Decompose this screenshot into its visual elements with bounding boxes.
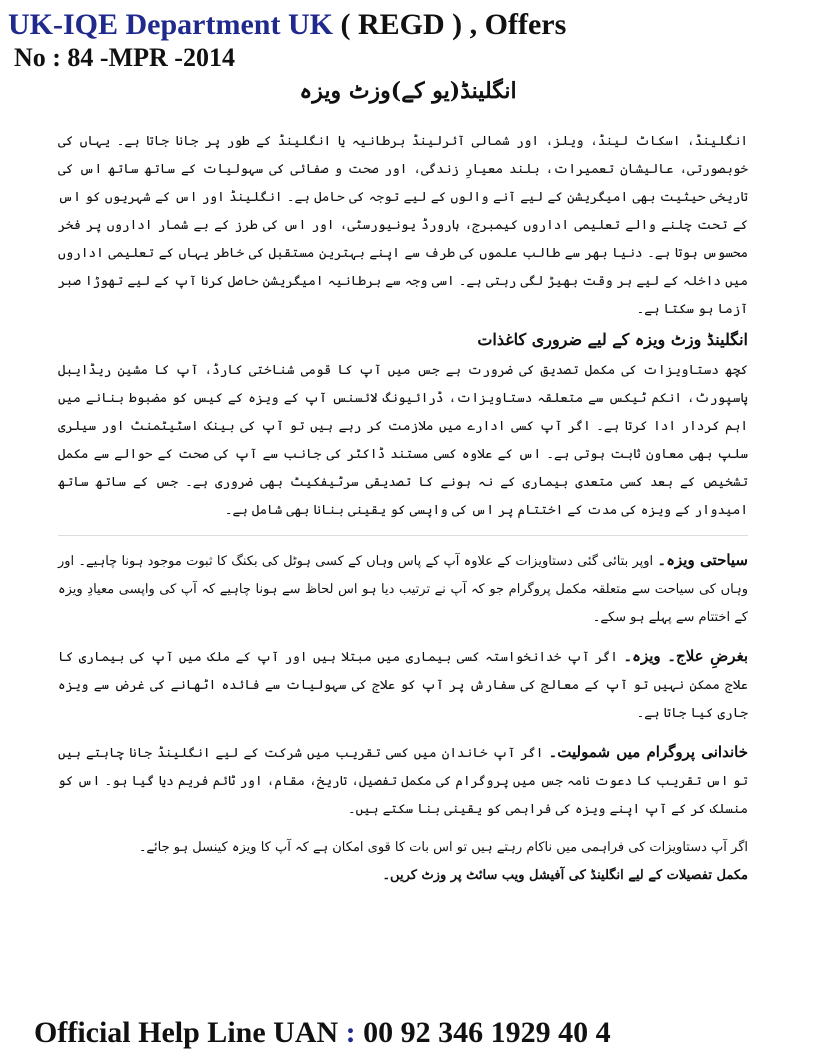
- helpline-number: 00 92 346 1929 40 4: [363, 1016, 611, 1049]
- helpline-label: Official Help Line UAN: [34, 1016, 339, 1049]
- closing-bold: مکمل تفصیلات کے لیے انگلینڈ کی آفیشل ویب سائٹ پر وزٹ کریں۔: [382, 868, 748, 883]
- section-heading: بغرضِ علاج۔ ویزہ۔: [623, 647, 748, 665]
- section-heading: خاندانی پروگرام میں شمولیت۔: [548, 743, 748, 761]
- helpline-footer: [34, 1016, 814, 1050]
- helpline-separator: :: [345, 1016, 356, 1049]
- closing-note: اگر آپ دستاویزات کی فراہمی میں ناکام رہتے ہیں تو اس بات کا قوی امکان ہے کہ آپ کا ویزہ کینسل ہو جائے۔: [138, 840, 748, 855]
- page-header: [8, 6, 808, 72]
- article-body: [58, 128, 748, 890]
- intro-paragraph: انگلینڈ، اسکاٹ لینڈ، ویلز، اور شمالی آئرلینڈ برطانیہ یا انگلینڈ کے طور پر جانا جاتا ہے۔ یہاں کی خوبصورتی، عالیشان تعمیرات، بلند معیارِ زندگی، اور صحت و صفائی کی سہولیات کے ساتھ ساتھ اس کی تاریخی حیثیت بھی امیگریشن کے لیے آنے والوں کے لیے توجہ کی حامل ہے۔ انگلینڈ اور اس کے شہریوں کو اس کے تحت چلنے والے تعلیمی اداروں کیمبرج، ہارورڈ یونیورسٹی، اور اس کی طرز کے بے شمار اداروں پر فخر محسوس ہوتا ہے۔ دنیا بھر سے طالب علموں کی طرف سے اپنے بہترین مستقبل کی خاطر یہاں کے تعلیمی اداروں میں داخلہ کے لیے ہر وقت بھیڑ لگی رہتی ہے۔ اسی وجہ سے برطانیہ امیگریشن حاصل کرنا آپ کے لیے تھوڑا صبر آزما ہو سکتا ہے۔: [58, 134, 748, 317]
- family-event-section: [58, 738, 748, 824]
- reference-number: No : 84 -MPR -2014: [14, 43, 235, 72]
- requirements-paragraph: کچھ دستاویزات کی مکمل تصدیق کی ضرورت ہے جس میں آپ کا قومی شناختی کارڈ، آپ کا مشین ریڈایبل پاسپورٹ، انکم ٹیکس سے متعلقہ دستاویزات، ڈرائیونگ لائسنس آپ کے ویزہ کے کیس کو مضبوط بنانے میں اہم کردار ادا کرتا ہے۔ اگر آپ کسی ادارے میں ملازمت کر رہے ہیں تو آپ کی بینک اسٹیٹمنٹ اور سیلری سلپ بھی معاون ثابت ہوتی ہے۔ اس کے علاوہ کسی مستند ڈاکٹر کی جانب سے آپ کی صحت کے حوالے سے مکمل تشخیص کے بعد کسی متعدی بیماری کے نہ ہونے کا تصدیقی سرٹیفکیٹ بھی ضروری ہے۔ جس کے ساتھ ساتھ امیدوار کے ویزہ کی مدت کے اختتام پر اس کی واپسی کو یقینی بنانا بھی شامل ہے۔: [58, 363, 748, 518]
- urdu-heading: انگلینڈ(یو کے)وزٹ ویزہ: [299, 78, 517, 104]
- medical-visa-section: [58, 642, 748, 728]
- title-organization: UK-IQE Department UK: [8, 8, 333, 41]
- document-title: [8, 6, 808, 44]
- closing-instruction: [58, 862, 748, 890]
- section-body: اگر آپ خاندان میں کسی تقریب میں شرکت کے لیے انگلینڈ جانا چاہتے ہیں تو اس تقریب کا دعوت نامہ جس میں پروگرام کی مکمل تفصیل، تاریخ، مقام، اور ٹائم فریم دیا گیا ہو۔ اس کو منسلک کر کے آپ اپنے ویزہ کی فراہمی کو یقینی بنا سکتے ہیں۔: [58, 746, 748, 817]
- section-heading: سیاحتی ویزہ۔: [657, 551, 749, 569]
- documents-subheading: انگلینڈ وزٹ ویزہ کے لیے ضروری کاغذات: [477, 330, 748, 349]
- title-suffix: ( REGD ) , Offers: [340, 8, 567, 41]
- section-divider: [58, 535, 748, 536]
- tourist-visa-section: [58, 546, 748, 632]
- section-body: اوپر بتائی گئی دستاویزات کے علاوہ آپ کے پاس وہاں کے کسی ہوٹل کی بکنگ کا ثبوت موجود ہونا چاہیے۔ اور وہاں کی سیاحت سے متعلقہ مکمل پروگرام جو کہ آپ نے ترتیب دیا ہو اس لحاظ سے ہونا چاہیے کہ آپ کی واپسی معیادِ ویزہ کے اختتام سے پہلے ہو سکے۔: [58, 554, 748, 625]
- section-body: اگر آپ خدانخواستہ کسی بیماری میں مبتلا ہیں اور آپ کے ملک میں آپ کی بیماری کا علاج ممکن نہیں تو آپ کے معالج کی سفارش پر آپ کو علاج کی سہولیات سے فائدہ اٹھانے کی غرض سے ویزہ جاری کیا جاتا ہے۔: [58, 650, 748, 721]
